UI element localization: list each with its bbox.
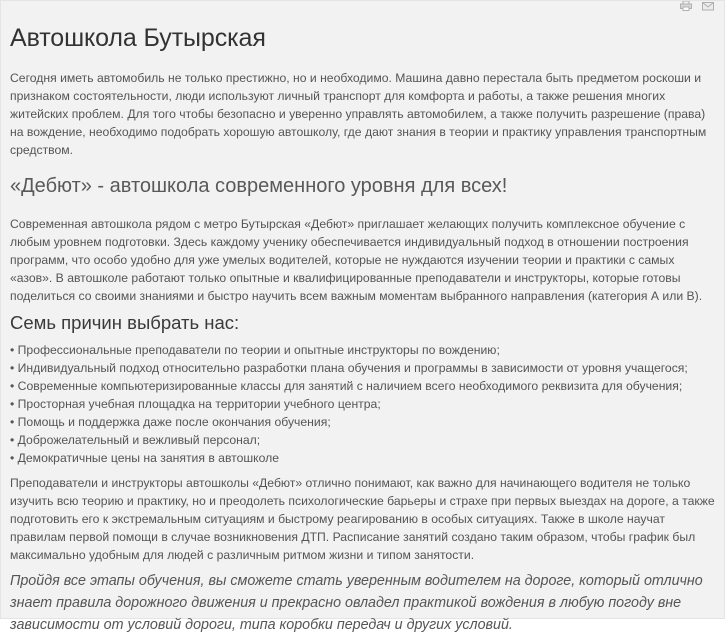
page-title: Автошкола Бутырская bbox=[10, 24, 266, 52]
reason-item: • Современные компьютеризированные классы для занятий с наличием всего необходимого реквизита для обучения; bbox=[10, 379, 683, 393]
reason-item: • Индивидуальный подход относительно разработки плана обучения и программы в зависимости от уровня учащегося; bbox=[10, 361, 688, 375]
closing-paragraph: Пройдя все этапы обучения, вы сможете стать уверенным водителем на дороге, который отлично знает правила дорожного движения и прекрасно овладел практикой вождения в любую погоду вне зависимости от условий дороги, типа коробки передач и других условий. bbox=[10, 573, 703, 633]
slogan-heading: «Дебют» - автошкола современного уровня для всех! bbox=[10, 175, 508, 197]
reasons-list bbox=[10, 341, 716, 467]
reason-item: • Помощь и поддержка даже после окончания обучения; bbox=[10, 415, 331, 429]
about-paragraph: Современная автошкола рядом с метро Бутырская «Дебют» приглашает желающих получить комплексное обучение с любым уровнем подготовки. Здесь каждому ученику обеспечивается индивидуальный подход в отношении построения программ, что особо удобно для уже умелых водителей, которые не нуждаются изучении теории и практики с самых «азов». В автошколе работают только опытные и квалифицированные преподаватели и инструкторы, которые готовы поделиться со своими знаниями и быстро научить всем важным моментам выбранного направления (категория А или В). bbox=[10, 217, 703, 303]
reason-item: • Просторная учебная площадка на территории учебного центра; bbox=[10, 397, 381, 411]
reasons-heading: Семь причин выбрать нас: bbox=[10, 312, 240, 333]
intro-paragraph: Сегодня иметь автомобиль не только престижно, но и необходимо. Машина давно перестала быть предметом роскоши и признаком состоятельности, люди используют личный транспорт для комфорта и работы, а также решения многих житейских проблем. Для того чтобы безопасно и уверенно управлять автомобилем, а также получить разрешение (права) на вождение, необходимо подобрать хорошую автошколу, где дают знания в теории и практику управления транспортным средством. bbox=[10, 71, 707, 157]
reason-item: • Доброжелательный и вежливый персонал; bbox=[10, 433, 261, 447]
reason-item: • Демократичные цены на занятия в автошколе bbox=[10, 451, 280, 465]
reason-item: • Профессиональные преподаватели по теории и опытные инструкторы по вождению; bbox=[10, 343, 500, 357]
article-content bbox=[10, 1, 716, 636]
instructors-paragraph: Преподаватели и инструкторы автошколы «Дебют» отлично понимают, как важно для начинающего водителя не только изучить всю теорию и практику, но и преодолеть психологические барьеры и страхе при первых выездах на дороге, а также подготовить его к экстремальным ситуациям и быстрому реагированию в особых ситуациях. Также в школе научат правилам первой помощи в случае возникновения ДТП. Расписание занятий создано таким образом, чтобы график был максимально удобным для людей с различным ритмом жизни и типом занятости. bbox=[10, 476, 715, 562]
